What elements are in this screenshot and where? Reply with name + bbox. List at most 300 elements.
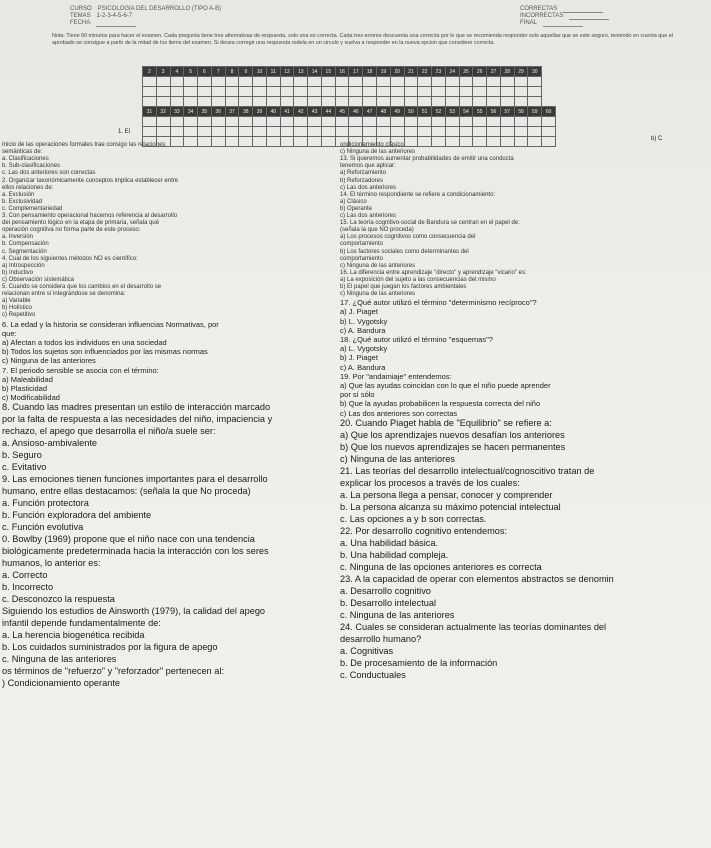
grid-answer-cell[interactable] [211, 77, 225, 87]
grid-answer-cell[interactable] [225, 77, 239, 87]
left-line[interactable]: a. Función protectora [2, 498, 89, 509]
exam-header [70, 6, 390, 27]
left-line[interactable]: c) Modificabilidad [2, 393, 60, 403]
right-line[interactable]: b) Operante [340, 205, 373, 212]
grid-header-cell: 5 [184, 67, 198, 77]
grid-answer-cell[interactable] [404, 77, 418, 87]
grid-answer-cell[interactable] [459, 77, 473, 87]
left-line[interactable]: 9. Las emociones tienen funciones importantes para el desarrollo [2, 474, 268, 485]
grid-answer-cell[interactable] [459, 97, 473, 107]
right-line[interactable]: 23. A la capacidad de operar con elementos abstractos se denomin [340, 573, 614, 584]
grid-answer-cell[interactable] [143, 87, 157, 97]
right-line[interactable]: comportamiento [340, 255, 384, 262]
grid-answer-cell[interactable] [170, 117, 184, 127]
right-line[interactable]: 16. La diferencia entre aprendizaje "directo" y aprendizaje "vicario" es: [340, 269, 527, 276]
left-line[interactable]: a) Variable [2, 298, 31, 305]
right-line[interactable]: 24. Cuales se consideran actualmente las teorías dominantes del [340, 621, 607, 632]
grid-answer-cell[interactable] [335, 77, 349, 87]
right-line[interactable]: comportamiento [340, 241, 384, 248]
grid-answer-cell[interactable] [253, 117, 267, 127]
grid-answer-cell[interactable] [418, 137, 432, 147]
question-12-marker: b) C [651, 136, 663, 142]
grid-answer-cell[interactable] [500, 77, 514, 87]
left-line[interactable]: c. Evitativo [2, 462, 47, 473]
grid-answer-cell[interactable] [280, 97, 294, 107]
grid-answer-cell[interactable] [170, 97, 184, 107]
right-line[interactable]: a. Desarrollo cognitivo [340, 585, 431, 596]
grid-answer-cell[interactable] [445, 77, 459, 87]
grid-answer-cell[interactable] [528, 87, 542, 97]
grid-answer-cell[interactable] [308, 97, 322, 107]
grid-answer-cell[interactable] [253, 77, 267, 87]
right-line[interactable]: c) Las dos anteriores [340, 184, 397, 191]
grid-answer-cell[interactable] [445, 97, 459, 107]
right-line[interactable]: a) J. Piaget [340, 307, 378, 317]
left-line[interactable]: a) Introspección [2, 262, 45, 269]
grid-answer-cell[interactable] [500, 137, 514, 147]
left-line[interactable]: b. Compensación [2, 241, 49, 248]
grid-answer-cell[interactable] [184, 87, 198, 97]
grid-answer-cell[interactable] [170, 87, 184, 97]
right-line[interactable]: c) Las dos anteriores [340, 213, 397, 219]
grid-header-cell: 50 [404, 107, 418, 117]
left-line: humano, entre ellas destacamos: (señala la que No proceda) [2, 486, 251, 497]
left-line[interactable]: c. Función evolutiva [2, 522, 84, 533]
grid-answer-cell[interactable] [349, 97, 363, 107]
left-line[interactable]: c) Ninguna de las anteriores [2, 356, 96, 366]
right-line[interactable]: a. Una habilidad básica. [340, 537, 439, 548]
grid-answer-cell[interactable] [308, 77, 322, 87]
grid-answer-cell[interactable] [377, 87, 391, 97]
grid-answer-cell[interactable] [432, 137, 446, 147]
grid-answer-cell[interactable] [418, 87, 432, 97]
grid-answer-cell[interactable] [487, 117, 501, 127]
left-line[interactable]: b. Sub-clasificaciones [2, 163, 61, 170]
left-line[interactable]: b. Los cuidados suministrados por la figura de apego [2, 642, 218, 653]
right-line[interactable]: a. Cognitivas [340, 645, 394, 656]
left-line[interactable]: b) Inductivo [2, 269, 34, 276]
grid-answer-cell[interactable] [253, 97, 267, 107]
grid-answer-cell[interactable] [211, 87, 225, 97]
grid-answer-cell[interactable] [294, 97, 308, 107]
left-line[interactable]: c) Repetitivo [2, 312, 36, 319]
grid-answer-cell[interactable] [294, 137, 308, 147]
right-line[interactable]: c. Ninguna de las anteriores [340, 609, 455, 620]
grid-answer-cell[interactable] [445, 127, 459, 137]
grid-answer-cell[interactable] [390, 127, 404, 137]
grid-answer-cell[interactable] [239, 127, 253, 137]
grid-answer-cell[interactable] [514, 87, 528, 97]
grid-answer-cell[interactable] [335, 127, 349, 137]
right-line[interactable]: b) Reforzadores [340, 177, 384, 184]
grid-answer-cell[interactable] [528, 127, 542, 137]
right-line[interactable]: c) A. Bandura [340, 362, 386, 372]
grid-answer-cell[interactable] [363, 97, 377, 107]
left-line[interactable]: c. Segmentación [2, 248, 47, 255]
grid-answer-cell[interactable] [239, 117, 253, 127]
grid-answer-cell[interactable] [390, 77, 404, 87]
grid-answer-cell[interactable] [198, 77, 212, 87]
grid-answer-cell[interactable] [225, 117, 239, 127]
grid-answer-cell[interactable] [404, 97, 418, 107]
grid-answer-cell[interactable] [253, 127, 267, 137]
left-line[interactable]: a. La herencia biogenética recibida [2, 630, 145, 641]
left-line[interactable]: c. Complementariedad [2, 205, 63, 212]
grid-answer-cell[interactable] [542, 117, 556, 127]
grid-answer-cell[interactable] [170, 77, 184, 87]
grid-answer-cell[interactable] [156, 127, 170, 137]
left-line[interactable]: a. Correcto [2, 570, 48, 581]
left-line[interactable]: a. Clasificaciones [2, 156, 49, 163]
grid-answer-cell[interactable] [487, 87, 501, 97]
left-line[interactable]: a) Afectan a todos los individuos en una sociedad [2, 337, 167, 347]
grid-header-cell: 46 [349, 107, 363, 117]
grid-answer-cell[interactable] [542, 127, 556, 137]
left-line[interactable]: c) Observación sistemática [2, 276, 75, 283]
right-line: ondicionamiento clásico [340, 142, 404, 148]
grid-answer-cell[interactable] [418, 127, 432, 137]
grid-answer-cell[interactable] [308, 137, 322, 147]
grid-answer-cell[interactable] [156, 77, 170, 87]
course-value: PSICOLOGIA DEL DESARROLLO (TIPO A-B) [97, 6, 222, 12]
left-line[interactable]: b. Incorrecto [2, 582, 54, 593]
grid-answer-cell[interactable] [377, 77, 391, 87]
grid-row-answers [143, 97, 556, 107]
right-line[interactable]: c) Ninguna de las anteriores [340, 453, 455, 464]
grid-answer-cell[interactable] [184, 77, 198, 87]
left-line[interactable]: b) Todos los sujetos son influenciados por las mismas normas [2, 347, 208, 357]
grid-answer-cell[interactable] [266, 127, 280, 137]
left-line: del pensamiento lógico en la etapa de primaria, señala qué [2, 220, 160, 227]
grid-answer-cell[interactable] [321, 137, 335, 147]
right-line[interactable]: b) J. Piaget [340, 353, 378, 363]
right-line[interactable]: 20. Cuando Piaget habla de "Equilibrio" se refiere a: [340, 417, 552, 428]
left-line[interactable]: b) Plasticidad [2, 383, 48, 393]
grid-answer-cell[interactable] [404, 137, 418, 147]
right-line[interactable]: 13. Si queremos aumentar probabilidades de emitir una conducta [340, 156, 514, 163]
grid-answer-cell[interactable] [432, 77, 446, 87]
right-line[interactable]: b) El papel que juegan los factores ambientales [340, 284, 467, 290]
grid-answer-cell[interactable] [487, 137, 501, 147]
grid-answer-cell[interactable] [321, 77, 335, 87]
grid-answer-cell[interactable] [198, 87, 212, 97]
grid-answer-cell[interactable] [156, 117, 170, 127]
left-line[interactable]: b. Seguro [2, 450, 42, 461]
right-line[interactable]: 19. Por "andamiaje" entendemos: [340, 371, 452, 381]
grid-answer-cell[interactable] [280, 127, 294, 137]
grid-answer-cell[interactable] [459, 117, 473, 127]
grid-answer-cell[interactable] [349, 127, 363, 137]
grid-answer-cell[interactable] [253, 137, 267, 147]
left-line[interactable]: a. Inversión [2, 234, 34, 241]
left-line[interactable]: 7. El periodo sensible se asocia con el término: [2, 365, 159, 375]
grid-answer-cell[interactable] [266, 97, 280, 107]
grid-answer-cell[interactable] [528, 137, 542, 147]
grid-answer-cell[interactable] [500, 97, 514, 107]
grid-answer-cell[interactable] [432, 97, 446, 107]
left-line[interactable]: a. Exclusión [2, 191, 35, 198]
grid-answer-cell[interactable] [239, 137, 253, 147]
grid-answer-cell[interactable] [198, 137, 212, 147]
grid-answer-cell[interactable] [363, 77, 377, 87]
grid-answer-cell[interactable] [500, 87, 514, 97]
grid-answer-cell[interactable] [335, 97, 349, 107]
grid-header-cell: 45 [335, 107, 349, 117]
right-line[interactable]: 14. El término respondiente se refiere a condicionamiento: [340, 191, 496, 198]
grid-row-answers [143, 77, 556, 87]
grid-answer-cell[interactable] [143, 127, 157, 137]
right-line[interactable]: a) Clásico [340, 198, 367, 205]
grid-answer-cell[interactable] [500, 127, 514, 137]
grid-header-cell: 8 [225, 67, 239, 77]
grid-answer-cell[interactable] [280, 87, 294, 97]
left-line[interactable]: b) Holístico [2, 305, 33, 312]
left-line[interactable]: 5. Cuando se considera que los cambios en el desarrollo se [2, 284, 162, 290]
grid-answer-cell[interactable] [321, 97, 335, 107]
left-line[interactable]: 6. La edad y la historia se consideran influencias Normativas, por [2, 319, 219, 329]
grid-answer-cell[interactable] [143, 117, 157, 127]
right-line[interactable]: 21. Las teorías del desarrollo intelectual/cognoscitivo tratan de [340, 465, 595, 476]
grid-answer-cell[interactable] [363, 127, 377, 137]
grid-answer-cell[interactable] [156, 97, 170, 107]
grid-answer-cell[interactable] [294, 77, 308, 87]
right-line[interactable]: b. La persona alcanza su máximo potencial intelectual [340, 501, 561, 512]
right-line[interactable]: 22. Por desarrollo cognitivo entendemos: [340, 525, 508, 536]
grid-answer-cell[interactable] [198, 117, 212, 127]
grid-answer-cell[interactable] [473, 87, 487, 97]
grid-header-cell: 30 [528, 67, 542, 77]
left-line[interactable]: 2. Organizar taxonómicamente conceptos implica establecer entre [2, 177, 179, 184]
grid-answer-cell[interactable] [170, 137, 184, 147]
grid-answer-cell[interactable] [418, 117, 432, 127]
grid-answer-cell[interactable] [335, 87, 349, 97]
grid-answer-cell[interactable] [143, 77, 157, 87]
grid-answer-cell[interactable] [514, 97, 528, 107]
score-box [520, 6, 640, 27]
left-line[interactable]: a. Ansioso-ambivalente [2, 438, 97, 449]
grid-answer-cell[interactable] [390, 117, 404, 127]
right-line[interactable]: b) Los factores sociales como determinantes del [340, 248, 469, 255]
right-line[interactable]: b. Una habilidad compleja. [340, 549, 449, 560]
grid-answer-cell[interactable] [253, 87, 267, 97]
grid-answer-cell[interactable] [363, 87, 377, 97]
grid-answer-cell[interactable] [390, 87, 404, 97]
left-line[interactable]: 0. Bowlby (1969) propone que el niño nace con una tendencia [2, 534, 255, 545]
grid-answer-cell[interactable] [211, 97, 225, 107]
grid-answer-cell[interactable] [280, 117, 294, 127]
grid-answer-cell[interactable] [294, 87, 308, 97]
final-line [543, 20, 583, 27]
left-line: operación cognitiva no forma parte de este proceso: [2, 227, 141, 234]
right-line[interactable]: c) Ninguna de las anteriores [340, 291, 416, 298]
right-line[interactable]: b) Que la ayudas probabilicen la respuesta correcta del niño [340, 399, 541, 409]
grid-answer-cell[interactable] [321, 127, 335, 137]
left-line[interactable]: b. Función exploradora del ambiente [2, 510, 152, 521]
right-line[interactable]: 17. ¿Qué autor utilizó el término "determinismo recíproco"? [340, 298, 537, 308]
grid-answer-cell[interactable] [280, 77, 294, 87]
grid-answer-cell[interactable] [487, 97, 501, 107]
right-line[interactable]: c. Conductuales [340, 669, 406, 680]
grid-answer-cell[interactable] [308, 87, 322, 97]
grid-row-header-2 [143, 107, 556, 117]
left-line[interactable]: 3. Con pensamiento operacional hacemos referencia al desarrollo [2, 213, 178, 219]
grid-answer-cell[interactable] [239, 77, 253, 87]
grid-answer-cell[interactable] [500, 117, 514, 127]
right-line[interactable]: c) Ninguna de las anteriores [340, 149, 416, 156]
grid-answer-cell[interactable] [514, 77, 528, 87]
grid-header-cell: 2 [143, 67, 157, 77]
grid-answer-cell[interactable] [321, 87, 335, 97]
grid-answer-cell[interactable] [390, 97, 404, 107]
incorrect-label: INCORRECTAS [520, 13, 564, 19]
grid-answer-cell[interactable] [225, 127, 239, 137]
grid-answer-cell[interactable] [542, 137, 556, 147]
grid-answer-cell[interactable] [184, 137, 198, 147]
grid-answer-cell[interactable] [239, 97, 253, 107]
left-line[interactable]: b. Exclusividad [2, 198, 43, 205]
grid-answer-cell[interactable] [487, 77, 501, 87]
grid-answer-cell[interactable] [432, 117, 446, 127]
grid-answer-cell[interactable] [528, 117, 542, 127]
right-line[interactable]: b) L. Vygotsky [340, 316, 388, 326]
grid-answer-cell[interactable] [514, 137, 528, 147]
right-line[interactable]: a) L. Vygotsky [340, 344, 388, 354]
grid-answer-cell[interactable] [211, 117, 225, 127]
grid-answer-cell[interactable] [528, 97, 542, 107]
grid-answer-cell[interactable] [473, 137, 487, 147]
grid-answer-cell[interactable] [473, 117, 487, 127]
right-line[interactable]: c) A. Bandura [340, 325, 386, 335]
grid-answer-cell[interactable] [349, 87, 363, 97]
grid-answer-cell[interactable] [445, 137, 459, 147]
grid-answer-cell[interactable] [280, 137, 294, 147]
grid-answer-cell[interactable] [514, 117, 528, 127]
left-line[interactable]: ) Condicionamiento operante [2, 678, 120, 689]
grid-answer-cell[interactable] [459, 87, 473, 97]
grid-answer-cell[interactable] [294, 127, 308, 137]
grid-answer-cell[interactable] [349, 77, 363, 87]
grid-answer-cell[interactable] [459, 137, 473, 147]
grid-answer-cell[interactable] [418, 97, 432, 107]
grid-header-cell: 6 [198, 67, 212, 77]
grid-answer-cell[interactable] [225, 97, 239, 107]
grid-answer-cell[interactable] [363, 117, 377, 127]
right-line[interactable]: c. Ninguna de las opciones anteriores es correcta [340, 561, 542, 572]
theme-value: 1-2-3-4-5-6-7 [96, 13, 133, 19]
grid-answer-cell[interactable] [335, 117, 349, 127]
grid-answer-cell[interactable] [473, 97, 487, 107]
grid-answer-cell[interactable] [266, 87, 280, 97]
grid-answer-cell[interactable] [225, 87, 239, 97]
grid-answer-cell[interactable] [308, 127, 322, 137]
grid-answer-cell[interactable] [377, 127, 391, 137]
grid-header-cell: 25 [459, 67, 473, 77]
grid-answer-cell[interactable] [487, 127, 501, 137]
grid-header-cell: 11 [266, 67, 280, 77]
grid-answer-cell[interactable] [184, 127, 198, 137]
grid-answer-cell[interactable] [294, 117, 308, 127]
right-line[interactable]: b) Que los nuevos aprendizajes se hacen permanentes [340, 441, 566, 452]
grid-answer-cell[interactable] [211, 127, 225, 137]
left-line[interactable]: a) Maleabilidad [2, 374, 53, 384]
grid-header-cell: 12 [280, 67, 294, 77]
left-line[interactable]: c. Las dos anteriores son correctas [2, 170, 96, 177]
left-line[interactable]: c. Ninguna de las anteriores [2, 654, 117, 665]
grid-answer-cell[interactable] [266, 77, 280, 87]
grid-answer-cell[interactable] [198, 127, 212, 137]
right-line[interactable]: a) La exposición del sujeto a las consecuencias del mismo [340, 276, 496, 283]
grid-answer-cell[interactable] [156, 87, 170, 97]
grid-answer-cell[interactable] [184, 117, 198, 127]
right-line[interactable]: b. Desarrollo intelectual [340, 597, 437, 608]
grid-answer-cell[interactable] [445, 87, 459, 97]
grid-answer-cell[interactable] [404, 117, 418, 127]
right-line[interactable]: a) Que los aprendizajes nuevos desafían los anteriores [340, 429, 565, 440]
grid-answer-cell[interactable] [528, 77, 542, 87]
grid-answer-cell[interactable] [143, 97, 157, 107]
grid-answer-cell[interactable] [445, 117, 459, 127]
grid-answer-cell[interactable] [184, 97, 198, 107]
grid-header-cell: 52 [432, 107, 446, 117]
right-line: por sí sólo [340, 390, 375, 400]
right-line[interactable]: 18. ¿Qué autor utilizó el término "esquemas"? [340, 335, 493, 344]
grid-answer-cell[interactable] [308, 117, 322, 127]
grid-answer-cell[interactable] [459, 127, 473, 137]
right-line[interactable]: 15. La teoría cognitivo-social de Bandura se centran en el papel de: [340, 220, 520, 227]
right-line[interactable]: c) Las dos anteriores son correctas [340, 408, 458, 418]
left-line: rechazo, el apego que desarrolla el niño/a suele ser: [2, 426, 216, 437]
grid-answer-cell[interactable] [211, 137, 225, 147]
grid-row-answers [143, 117, 556, 127]
right-line[interactable]: a) Los procesos cognitivos como consecuencia del [340, 234, 476, 241]
grid-header-cell: 7 [211, 67, 225, 77]
grid-header-cell: 56 [487, 107, 501, 117]
right-line[interactable]: a) Que las ayudas coincidan con lo que el niño puede aprender [340, 381, 551, 390]
left-line[interactable]: 8. Cuando las madres presentan un estilo de interacción marcado [2, 402, 271, 413]
grid-answer-cell[interactable] [404, 127, 418, 137]
grid-answer-cell[interactable] [404, 87, 418, 97]
grid-answer-cell[interactable] [473, 77, 487, 87]
grid-answer-cell[interactable] [432, 127, 446, 137]
grid-answer-cell[interactable] [170, 127, 184, 137]
right-line[interactable]: c. Las opciones a y b son correctas. [340, 513, 487, 524]
grid-answer-cell[interactable] [239, 87, 253, 97]
right-line[interactable]: b. De procesamiento de la información [340, 657, 498, 668]
right-line[interactable]: a) Reforzamiento [340, 170, 387, 177]
right-line[interactable]: c) Ninguna de las anteriores [340, 262, 416, 269]
left-line[interactable]: c. Desconozco la respuesta [2, 594, 115, 605]
grid-answer-cell[interactable] [266, 117, 280, 127]
grid-answer-cell[interactable] [377, 97, 391, 107]
grid-answer-cell[interactable] [432, 87, 446, 97]
left-line: que: [2, 328, 17, 338]
grid-header-cell: 60 [542, 107, 556, 117]
grid-answer-cell[interactable] [349, 117, 363, 127]
grid-answer-cell[interactable] [418, 77, 432, 87]
left-line[interactable]: biológicamente predeterminada hacia la interacción con los seres [2, 546, 269, 557]
right-line[interactable]: a. La persona llega a pensar, conocer y comprender [340, 489, 553, 500]
grid-answer-cell[interactable] [225, 137, 239, 147]
grid-answer-cell[interactable] [473, 127, 487, 137]
grid-answer-cell[interactable] [377, 117, 391, 127]
left-line: por la falta de respuesta a las necesidades del niño, impaciencia y [2, 414, 273, 425]
grid-answer-cell[interactable] [266, 137, 280, 147]
grid-answer-cell[interactable] [198, 97, 212, 107]
left-line[interactable]: 4. Cual de los siguientes métodos NO es científico: [2, 255, 138, 262]
left-line: ellos relaciones de: [2, 184, 54, 191]
grid-answer-cell[interactable] [321, 117, 335, 127]
grid-answer-cell[interactable] [514, 127, 528, 137]
